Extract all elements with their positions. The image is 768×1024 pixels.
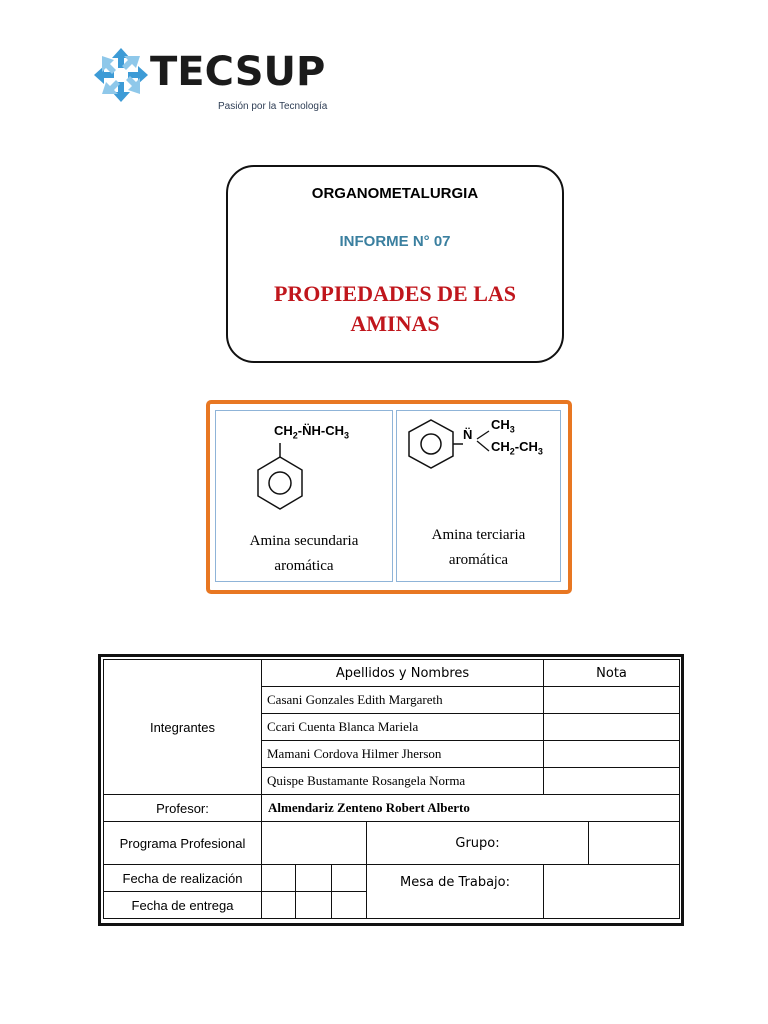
member-name: Ccari Cuenta Blanca Mariela bbox=[262, 714, 544, 741]
program-label: Programa Profesional bbox=[104, 822, 262, 865]
members-label: Integrantes bbox=[104, 660, 262, 795]
logo-name: TECSUP bbox=[150, 49, 326, 95]
professor-name: Almendariz Zenteno Robert Alberto bbox=[262, 795, 680, 822]
report-info-table bbox=[98, 654, 684, 926]
report-title-line1: PROPIEDADES DE LAS bbox=[273, 281, 517, 306]
member-grade-cell bbox=[544, 741, 680, 768]
amines-figure bbox=[206, 400, 572, 594]
tertiary-amine-panel bbox=[396, 410, 561, 582]
report-title-line2: AMINAS bbox=[350, 311, 440, 336]
date-due-year-cell bbox=[332, 892, 367, 919]
program-value-cell bbox=[262, 822, 367, 865]
member-name: Mamani Cordova Hilmer Jherson bbox=[262, 741, 544, 768]
date-due-label: Fecha de entrega bbox=[104, 892, 262, 919]
tertiary-amine-caption: Amina terciaria aromática bbox=[431, 527, 526, 568]
tertiary-amine-methyl: $CH_3$ bbox=[491, 417, 515, 435]
date-due-day-cell bbox=[262, 892, 296, 919]
date-done-day-cell bbox=[262, 865, 296, 892]
program-row bbox=[104, 822, 680, 865]
grade-column-header: Nota bbox=[544, 660, 680, 687]
member-grade-cell bbox=[544, 687, 680, 714]
secondary-amine-panel bbox=[215, 410, 393, 582]
benzene-ring-icon bbox=[405, 417, 465, 473]
tecsup-logo bbox=[90, 44, 340, 119]
date-done-year-cell bbox=[332, 865, 367, 892]
names-column-header: Apellidos y Nombres bbox=[262, 660, 544, 687]
member-grade-cell bbox=[544, 714, 680, 741]
professor-label: Profesor: bbox=[104, 795, 262, 822]
group-label: Grupo: bbox=[367, 822, 589, 865]
tecsup-logo-mark-icon bbox=[90, 44, 152, 106]
member-name: Quispe Bustamante Rosangela Norma bbox=[262, 768, 544, 795]
logo-tagline: Pasión por la Tecnología bbox=[218, 101, 328, 112]
tertiary-amine-ethyl: $CH_2-CH_3$ bbox=[491, 439, 543, 457]
date-done-label: Fecha de realización bbox=[104, 865, 262, 892]
cover-title-box bbox=[226, 165, 564, 363]
date-due-month-cell bbox=[296, 892, 332, 919]
secondary-amine-formula: $CH_2-N̈H-CH_3$ bbox=[274, 423, 350, 441]
bond-lines-icon bbox=[475, 425, 491, 455]
report-number: INFORME N° 07 bbox=[339, 233, 451, 250]
report-title bbox=[228, 279, 562, 339]
table-header-row bbox=[104, 660, 680, 687]
course-name: ORGANOMETALURGIA bbox=[311, 185, 479, 202]
member-name: Casani Gonzales Edith Margareth bbox=[262, 687, 544, 714]
date-done-month-cell bbox=[296, 865, 332, 892]
member-grade-cell bbox=[544, 768, 680, 795]
secondary-amine-caption: Amina secundaria aromática bbox=[249, 533, 359, 574]
bench-label: Mesa de Trabajo: bbox=[367, 865, 544, 919]
professor-row bbox=[104, 795, 680, 822]
group-value-cell bbox=[589, 822, 680, 865]
benzene-ring-icon bbox=[252, 443, 332, 513]
bench-value-cell bbox=[544, 865, 680, 919]
tertiary-amine-nitrogen: N̈ bbox=[463, 427, 473, 442]
date-done-row bbox=[104, 865, 680, 892]
